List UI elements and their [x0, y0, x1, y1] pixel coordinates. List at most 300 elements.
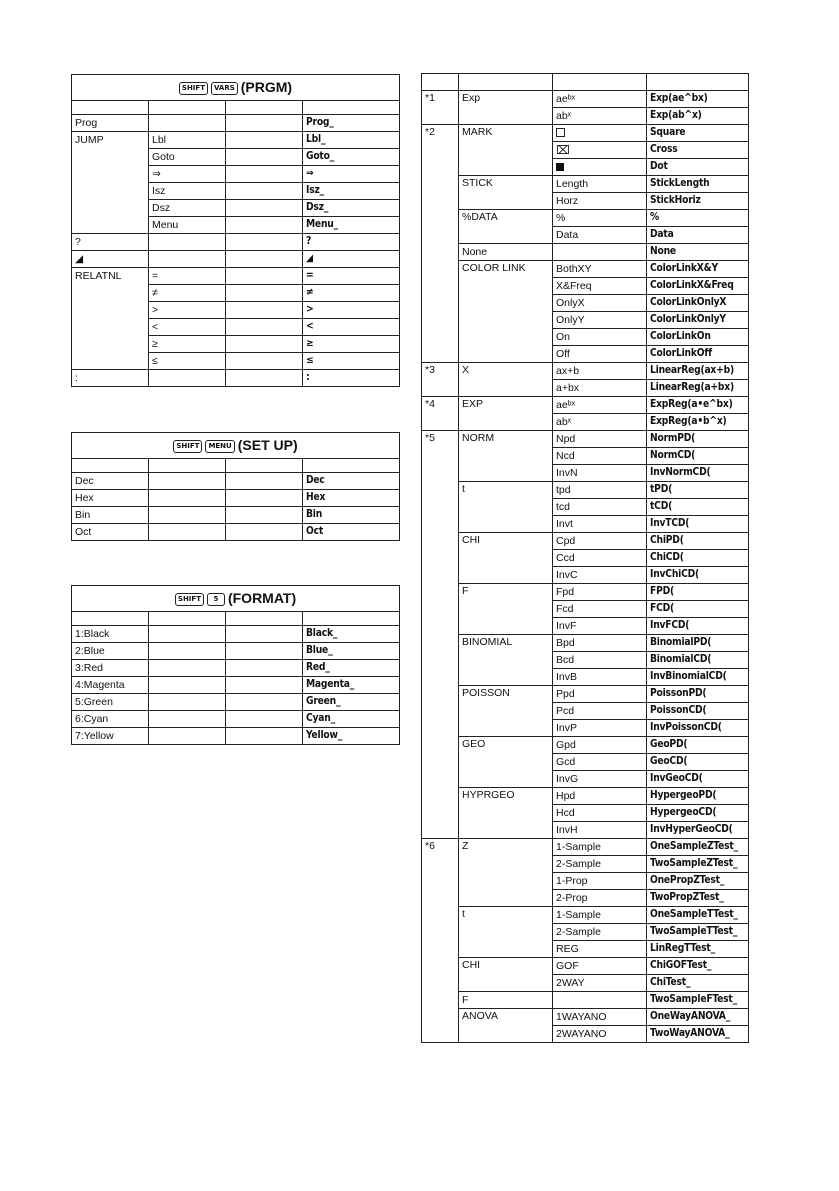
row-option-cell — [553, 992, 647, 1009]
row-label-cell — [72, 183, 149, 200]
row-option-cell: tpd — [553, 482, 647, 499]
row-sublabel-cell: = — [149, 268, 226, 285]
row-option-cell — [226, 626, 303, 643]
table-row — [72, 336, 400, 353]
row-option-cell — [226, 285, 303, 302]
command-cell: InvChiCD( — [647, 567, 749, 584]
command-cell: Menu_ — [303, 217, 400, 234]
command-cell: FPD( — [647, 584, 749, 601]
row-option-cell: Hcd — [553, 805, 647, 822]
row-option-cell: Ncd — [553, 448, 647, 465]
command-cell: InvHyperGeoCD( — [647, 822, 749, 839]
row-label-cell: *6 — [422, 839, 459, 1043]
table-row — [72, 677, 400, 694]
command-cell: ColorLinkX&Freq — [647, 278, 749, 295]
row-option-cell — [226, 370, 303, 387]
row-label-cell — [72, 285, 149, 302]
command-cell: ChiPD( — [647, 533, 749, 550]
row-option-cell — [226, 353, 303, 370]
table-row — [72, 490, 400, 507]
row-option-cell: InvF — [553, 618, 647, 635]
row-sublabel-cell: ≠ — [149, 285, 226, 302]
command-cell: Hex — [303, 490, 400, 507]
command-cell: InvGeoCD( — [647, 771, 749, 788]
row-sublabel-cell — [149, 251, 226, 268]
row-sublabel-cell: t — [459, 907, 553, 958]
row-option-cell — [226, 336, 303, 353]
row-label-cell: Prog — [72, 115, 149, 132]
row-option-cell — [553, 125, 647, 142]
row-label-cell: Bin — [72, 507, 149, 524]
shift-key-icon: SHIFT — [179, 82, 208, 95]
command-cell: ≠ — [303, 285, 400, 302]
row-option-cell: InvC — [553, 567, 647, 584]
command-cell: Square — [647, 125, 749, 142]
setup-command-table — [71, 432, 400, 541]
row-label-cell: *1 — [422, 91, 459, 125]
row-option-cell — [226, 132, 303, 149]
row-sublabel-cell: t — [459, 482, 553, 533]
row-option-cell: 2-Sample — [553, 856, 647, 873]
command-cell: Isz_ — [303, 183, 400, 200]
table-row — [72, 285, 400, 302]
row-sublabel-cell: %DATA — [459, 210, 553, 244]
row-option-cell: Invt — [553, 516, 647, 533]
row-option-cell — [226, 166, 303, 183]
command-cell: TwoSampleFTest_ — [647, 992, 749, 1009]
command-cell: % — [647, 210, 749, 227]
row-option-cell: Npd — [553, 431, 647, 448]
row-sublabel-cell: None — [459, 244, 553, 261]
row-option-cell: Fcd — [553, 601, 647, 618]
table-header-row — [72, 459, 400, 473]
row-option-cell — [553, 159, 647, 176]
command-cell: : — [303, 370, 400, 387]
row-option-cell — [226, 234, 303, 251]
command-cell: BinomialCD( — [647, 652, 749, 669]
row-option-cell — [226, 473, 303, 490]
table-row — [422, 907, 749, 924]
row-option-cell — [226, 507, 303, 524]
table-row — [72, 183, 400, 200]
command-cell: = — [303, 268, 400, 285]
row-option-cell: Data — [553, 227, 647, 244]
table-row — [422, 176, 749, 193]
command-cell: ≤ — [303, 353, 400, 370]
row-option-cell: X&Freq — [553, 278, 647, 295]
command-cell: tPD( — [647, 482, 749, 499]
menu-key-icon: MENU — [205, 440, 234, 453]
table-row — [422, 992, 749, 1009]
table-row — [422, 125, 749, 142]
table-row — [422, 635, 749, 652]
command-cell: HypergeoCD( — [647, 805, 749, 822]
five-key-icon: 5 — [207, 593, 225, 606]
row-option-cell — [226, 728, 303, 745]
row-option-cell: ax+b — [553, 363, 647, 380]
table-row — [422, 1009, 749, 1026]
command-cell: Yellow_ — [303, 728, 400, 745]
command-cell: None — [647, 244, 749, 261]
footnote-command-table — [421, 73, 749, 1043]
row-option-cell — [226, 251, 303, 268]
row-option-cell: Fpd — [553, 584, 647, 601]
row-option-cell: InvB — [553, 669, 647, 686]
row-label-cell — [72, 200, 149, 217]
row-sublabel-cell — [149, 115, 226, 132]
command-cell: TwoSampleTTest_ — [647, 924, 749, 941]
command-cell: FCD( — [647, 601, 749, 618]
row-option-cell — [226, 115, 303, 132]
command-cell: OneSampleTTest_ — [647, 907, 749, 924]
command-cell: Prog_ — [303, 115, 400, 132]
row-option-cell: tcd — [553, 499, 647, 516]
prgm-command-table — [71, 74, 400, 387]
command-cell: Black_ — [303, 626, 400, 643]
table-header-row — [72, 612, 400, 626]
command-cell: Dsz_ — [303, 200, 400, 217]
row-label-cell: *3 — [422, 363, 459, 397]
row-option-cell — [226, 660, 303, 677]
row-label-cell: 1:Black — [72, 626, 149, 643]
row-sublabel-cell — [149, 643, 226, 660]
prgm-table-title — [72, 75, 400, 101]
command-cell: GeoCD( — [647, 754, 749, 771]
row-option-cell: GOF — [553, 958, 647, 975]
command-cell: Cyan_ — [303, 711, 400, 728]
format-title-text: (FORMAT) — [227, 590, 297, 606]
row-option-cell: InvH — [553, 822, 647, 839]
command-cell: > — [303, 302, 400, 319]
row-sublabel-cell: STICK — [459, 176, 553, 210]
command-cell: GeoPD( — [647, 737, 749, 754]
row-option-cell: 2WAYANO — [553, 1026, 647, 1043]
row-option-cell — [226, 711, 303, 728]
table-row — [72, 149, 400, 166]
row-option-cell: Ppd — [553, 686, 647, 703]
command-cell: PoissonPD( — [647, 686, 749, 703]
table-row — [72, 473, 400, 490]
command-cell: < — [303, 319, 400, 336]
row-label-cell — [72, 149, 149, 166]
command-cell: InvNormCD( — [647, 465, 749, 482]
command-cell: InvTCD( — [647, 516, 749, 533]
row-option-cell — [226, 694, 303, 711]
row-sublabel-cell: Isz — [149, 183, 226, 200]
table-row — [72, 524, 400, 541]
row-option-cell: aeᵇˣ — [553, 397, 647, 414]
setup-title-text: (SET UP) — [237, 437, 298, 453]
command-cell: InvPoissonCD( — [647, 720, 749, 737]
row-option-cell — [226, 319, 303, 336]
table-row — [72, 711, 400, 728]
table-row — [72, 234, 400, 251]
row-option-cell: InvN — [553, 465, 647, 482]
row-option-cell — [226, 268, 303, 285]
table-row — [422, 363, 749, 380]
row-option-cell: 1-Sample — [553, 839, 647, 856]
command-cell: Dec — [303, 473, 400, 490]
table-row — [72, 302, 400, 319]
row-sublabel-cell: F — [459, 584, 553, 635]
table-row — [422, 584, 749, 601]
format-command-table — [71, 585, 400, 745]
row-option-cell: Gcd — [553, 754, 647, 771]
row-option-cell: 1-Sample — [553, 907, 647, 924]
table-row — [72, 166, 400, 183]
row-sublabel-cell: Exp — [459, 91, 553, 125]
row-option-cell — [226, 643, 303, 660]
table-row — [422, 482, 749, 499]
row-option-cell — [226, 200, 303, 217]
row-label-cell: RELATNL — [72, 268, 149, 285]
row-label-cell — [72, 217, 149, 234]
command-cell: OnePropZTest_ — [647, 873, 749, 890]
command-cell: LinearReg(a+bx) — [647, 380, 749, 397]
command-cell: Cross — [647, 142, 749, 159]
table-row — [72, 251, 400, 268]
table-row — [72, 132, 400, 149]
table-row — [72, 728, 400, 745]
command-cell: Exp(ae^bx) — [647, 91, 749, 108]
row-sublabel-cell: ⇒ — [149, 166, 226, 183]
row-label-cell: 7:Yellow — [72, 728, 149, 745]
row-sublabel-cell — [149, 490, 226, 507]
row-label-cell: 3:Red — [72, 660, 149, 677]
command-cell: ColorLinkX&Y — [647, 261, 749, 278]
row-sublabel-cell: POISSON — [459, 686, 553, 737]
command-cell: OneWayANOVA_ — [647, 1009, 749, 1026]
command-cell: tCD( — [647, 499, 749, 516]
command-cell: Green_ — [303, 694, 400, 711]
row-sublabel-cell: COLOR LINK — [459, 261, 553, 363]
row-label-cell: Dec — [72, 473, 149, 490]
row-option-cell — [226, 217, 303, 234]
row-sublabel-cell — [149, 660, 226, 677]
row-label-cell — [72, 166, 149, 183]
table-row — [422, 839, 749, 856]
command-cell: InvFCD( — [647, 618, 749, 635]
row-sublabel-cell: MARK — [459, 125, 553, 176]
table-row — [422, 91, 749, 108]
table-row — [422, 210, 749, 227]
table-row — [72, 115, 400, 132]
row-option-cell: Bpd — [553, 635, 647, 652]
table-row — [72, 353, 400, 370]
table-row — [72, 268, 400, 285]
command-cell: Oct — [303, 524, 400, 541]
command-cell: TwoPropZTest_ — [647, 890, 749, 907]
row-label-cell — [72, 302, 149, 319]
row-sublabel-cell — [149, 473, 226, 490]
table-row — [422, 397, 749, 414]
command-cell: Bin — [303, 507, 400, 524]
command-cell: OneSampleZTest_ — [647, 839, 749, 856]
command-cell: TwoWayANOVA_ — [647, 1026, 749, 1043]
row-sublabel-cell — [149, 370, 226, 387]
command-cell: StickLength — [647, 176, 749, 193]
row-sublabel-cell: Dsz — [149, 200, 226, 217]
table-row — [72, 694, 400, 711]
row-option-cell: a+bx — [553, 380, 647, 397]
row-option-cell — [226, 490, 303, 507]
format-table-title — [72, 586, 400, 612]
row-option-cell: % — [553, 210, 647, 227]
row-sublabel-cell: F — [459, 992, 553, 1009]
row-sublabel-cell — [149, 234, 226, 251]
row-label-cell: Oct — [72, 524, 149, 541]
setup-table-title — [72, 433, 400, 459]
vars-key-icon: VARS — [211, 82, 238, 95]
row-label-cell: 6:Cyan — [72, 711, 149, 728]
row-option-cell: Ccd — [553, 550, 647, 567]
row-option-cell: InvP — [553, 720, 647, 737]
row-option-cell: Gpd — [553, 737, 647, 754]
command-cell: ChiTest_ — [647, 975, 749, 992]
command-cell: HypergeoPD( — [647, 788, 749, 805]
row-label-cell: 2:Blue — [72, 643, 149, 660]
row-label-cell: 4:Magenta — [72, 677, 149, 694]
row-option-cell: InvG — [553, 771, 647, 788]
command-cell: TwoSampleZTest_ — [647, 856, 749, 873]
row-option-cell: Hpd — [553, 788, 647, 805]
row-option-cell: Bcd — [553, 652, 647, 669]
row-sublabel-cell — [149, 507, 226, 524]
command-cell: PoissonCD( — [647, 703, 749, 720]
command-cell: ColorLinkOn — [647, 329, 749, 346]
table-row — [422, 788, 749, 805]
table-row — [72, 643, 400, 660]
table-row — [72, 626, 400, 643]
command-cell: NormPD( — [647, 431, 749, 448]
table-row — [422, 958, 749, 975]
table-header-row — [422, 74, 749, 91]
row-option-cell: REG — [553, 941, 647, 958]
row-option-cell: 1WAYANO — [553, 1009, 647, 1026]
row-sublabel-cell: X — [459, 363, 553, 397]
row-option-cell: Horz — [553, 193, 647, 210]
row-sublabel-cell: Z — [459, 839, 553, 907]
row-option-cell: Length — [553, 176, 647, 193]
command-cell: Magenta_ — [303, 677, 400, 694]
command-cell: ChiGOFTest_ — [647, 958, 749, 975]
table-row — [72, 319, 400, 336]
row-sublabel-cell: CHI — [459, 533, 553, 584]
command-cell: ? — [303, 234, 400, 251]
command-cell: StickHoriz — [647, 193, 749, 210]
row-sublabel-cell — [149, 677, 226, 694]
row-label-cell: *4 — [422, 397, 459, 431]
row-sublabel-cell: < — [149, 319, 226, 336]
row-option-cell — [553, 244, 647, 261]
row-option-cell: abˣ — [553, 414, 647, 431]
row-option-cell: 2-Prop — [553, 890, 647, 907]
row-sublabel-cell — [149, 728, 226, 745]
row-sublabel-cell — [149, 711, 226, 728]
cross-mark-icon: ⌧ — [556, 142, 570, 157]
row-option-cell: 1-Prop — [553, 873, 647, 890]
command-cell: Blue_ — [303, 643, 400, 660]
row-label-cell: ◢ — [72, 251, 149, 268]
table-header-row — [72, 101, 400, 115]
row-sublabel-cell: Goto — [149, 149, 226, 166]
shift-key-icon: SHIFT — [175, 593, 204, 606]
row-label-cell: *2 — [422, 125, 459, 363]
command-cell: Goto_ — [303, 149, 400, 166]
dot-mark-icon — [556, 163, 564, 171]
row-label-cell: ? — [72, 234, 149, 251]
row-sublabel-cell: EXP — [459, 397, 553, 431]
row-sublabel-cell: ≥ — [149, 336, 226, 353]
command-cell: NormCD( — [647, 448, 749, 465]
row-label-cell: 5:Green — [72, 694, 149, 711]
row-option-cell — [226, 183, 303, 200]
row-option-cell: Off — [553, 346, 647, 363]
row-option-cell: Pcd — [553, 703, 647, 720]
table-row — [422, 737, 749, 754]
row-option-cell: aeᵇˣ — [553, 91, 647, 108]
row-option-cell — [226, 302, 303, 319]
table-row — [422, 533, 749, 550]
row-option-cell: 2WAY — [553, 975, 647, 992]
row-option-cell: OnlyX — [553, 295, 647, 312]
command-cell: ColorLinkOnlyY — [647, 312, 749, 329]
row-option-cell: OnlyY — [553, 312, 647, 329]
row-sublabel-cell — [149, 626, 226, 643]
row-option-cell — [226, 524, 303, 541]
command-cell: ≥ — [303, 336, 400, 353]
table-row — [72, 507, 400, 524]
row-sublabel-cell: GEO — [459, 737, 553, 788]
command-cell: ExpReg(a•b^x) — [647, 414, 749, 431]
command-cell: Red_ — [303, 660, 400, 677]
command-cell: InvBinomialCD( — [647, 669, 749, 686]
row-sublabel-cell: HYPRGEO — [459, 788, 553, 839]
table-row — [72, 217, 400, 234]
command-cell: ExpReg(a•e^bx) — [647, 397, 749, 414]
command-cell: ChiCD( — [647, 550, 749, 567]
command-cell: LinRegTTest_ — [647, 941, 749, 958]
row-sublabel-cell — [149, 524, 226, 541]
row-option-cell: BothXY — [553, 261, 647, 278]
command-cell: Data — [647, 227, 749, 244]
row-option-cell — [553, 142, 647, 159]
row-sublabel-cell: ≤ — [149, 353, 226, 370]
row-label-cell: JUMP — [72, 132, 149, 149]
command-cell: ColorLinkOnlyX — [647, 295, 749, 312]
row-option-cell: Cpd — [553, 533, 647, 550]
row-sublabel-cell: Menu — [149, 217, 226, 234]
command-cell: BinomialPD( — [647, 635, 749, 652]
command-cell: ◢ — [303, 251, 400, 268]
row-label-cell: : — [72, 370, 149, 387]
table-row — [422, 261, 749, 278]
row-label-cell — [72, 336, 149, 353]
row-label-cell — [72, 319, 149, 336]
row-option-cell — [226, 677, 303, 694]
row-label-cell — [72, 353, 149, 370]
row-option-cell — [226, 149, 303, 166]
prgm-title-text: (PRGM) — [240, 79, 293, 95]
table-row — [72, 200, 400, 217]
row-sublabel-cell: NORM — [459, 431, 553, 482]
row-option-cell: abˣ — [553, 108, 647, 125]
command-cell: Dot — [647, 159, 749, 176]
command-cell: ColorLinkOff — [647, 346, 749, 363]
table-row — [72, 660, 400, 677]
table-row — [422, 244, 749, 261]
command-cell: LinearReg(ax+b) — [647, 363, 749, 380]
